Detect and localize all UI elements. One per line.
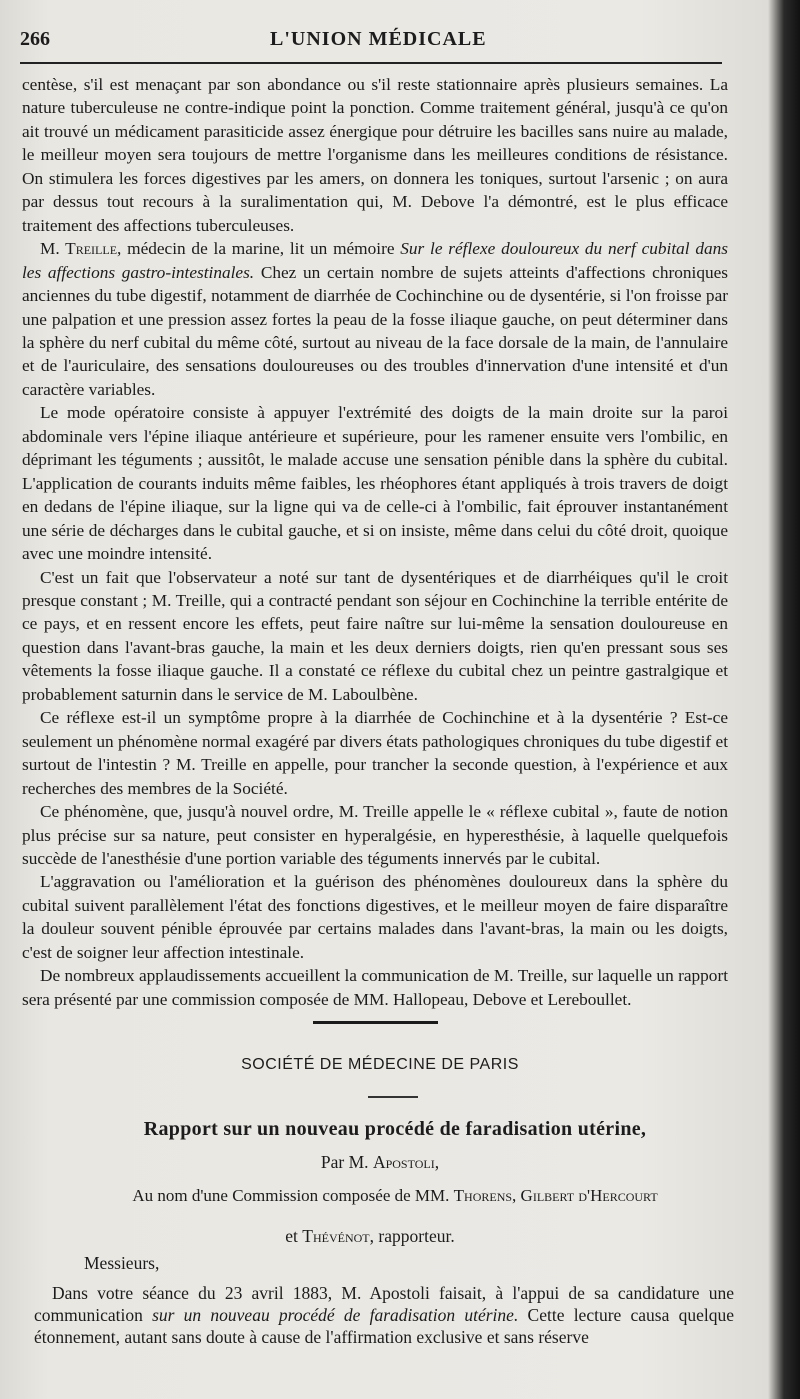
main-text [22, 73, 728, 1011]
paragraph-phenomenon: Ce phénomène, que, jusqu'à nouvel ordre, M. Treille appelle le « réflexe cubital », faute de notion plus précise sur sa nature, peut consister en hyperalgésie, en hyperesthésie, à laquelle quelquefois succède de l'anesthésie d'une portion variable des téguments innervés par le cubital. [22, 802, 728, 868]
rapporteur-prefix: et [285, 1226, 303, 1246]
report-opening [34, 1282, 734, 1348]
author-line [0, 1152, 760, 1173]
society-heading: SOCIÉTÉ DE MÉDECINE DE PARIS [241, 1056, 519, 1073]
memoir-title: Sur le réflexe douloureux du nerf cubital dans les affections gastro-intestinales. [22, 239, 728, 282]
report-paragraph [34, 1282, 734, 1348]
salutation: Messieurs, [84, 1253, 160, 1273]
section-divider [313, 1021, 438, 1024]
paragraph-operating-mode: Le mode opératoire consiste à appuyer l'extrémité des doigts de la main droite sur la paroi abdominale vers l'épine iliaque antérieure et supérieure, pour les ramener ensuite vers l'ombilic, en déprimant les téguments ; aussitôt, le malade accuse une sensation pénible dans la sphère du cubital. L'application de courants induits même faibles, les rhéophores étant appliqués à trois travers de doigt en dedans de l'épine iliaque, sur la ligne qui va de celle-ci à l'ombilic, fait éprouver instantanément une série de décharges dans le cubital gauche, et si on insiste, même dans celui du côté droit, quoique avec une moindre intensité. [22, 403, 728, 564]
report-italic-title: sur un nouveau procédé de faradisation utérine. [152, 1305, 519, 1325]
running-title: L'UNION MÉDICALE [270, 28, 487, 50]
paragraph-applause: De nombreux applaudissements accueillent la communication de M. Treille, sur laquelle un rapport sera présenté par une commission composée de MM. Hallopeau, Debove et Lereboullet. [22, 966, 728, 1009]
paragraph-text-after: Chez un certain nombre de sujets atteints d'affections chroniques anciennes du tube digestif, notamment de diarrhée de Cochinchine ou de dysentérie, si l'on froisse par une palpation et une pression assez fortes la peau de la fosse iliaque gauche, on peut déterminer dans la sphère du nerf cubital du même côté, surtout au niveau de la face dorsale de la main, de l'annulaire et de l'auriculaire, des sensations douloureuses ou des troubles d'innervation d'une intensité et d'un caractère variables. [22, 262, 729, 399]
report-text-after: Cette lecture causa quelque étonnement, autant sans doute à cause de l'affirmation exclusive et sans réserve [34, 1305, 735, 1347]
paragraph-question: Ce réflexe est-il un symptôme propre à la diarrhée de Cochinchine et à la dysentérie ? Est-ce seulement un phénomène normal exagéré par divers états pathologiques chroniques du tube digestif et surtout de l'intestin ? M. Treille en appelle, pour trancher la seconde question, à l'expérience et aux recherches des membres de la Société. [22, 708, 728, 798]
paragraph-text: , médecin de la marine, lit un mémoire [117, 239, 401, 259]
article-title: Rapport sur un nouveau procédé de faradisation utérine, [143, 1118, 647, 1140]
heading-ornament [368, 1096, 418, 1098]
commission-prefix: Au nom d'une Commission composée de MM. [132, 1186, 454, 1205]
speaker-name: M. Treille [40, 239, 118, 259]
report-text: Dans votre séance du 23 avril 1883, M. Apostoli faisait, à l'appui de sa candidature une communication [34, 1283, 734, 1325]
rapporteur-line [0, 1226, 740, 1247]
commission-line [0, 1186, 790, 1206]
author-prefix: Par M. [320, 1152, 373, 1172]
header-rule [20, 62, 722, 64]
paragraph-observation: C'est un fait que l'observateur a noté sur tant de dysentériques et de diarrhéiques qu'il le croit presque constant ; M. Treille, qui a contracté pendant son séjour en Cochinchine la terrible entérite de ce pays, et en ressent encore les effets, peut faire naître sur lui-même la sensation douloureuse en question dans l'avant-bras gauche, la main et les deux derniers doigts, rien qu'en pressant sous ses vêtements la fosse iliaque gauche. Il a constaté ce réflexe du cubital chez un peintre gastralgique et probablement saturnin dans le service de M. Laboulbène. [22, 567, 728, 704]
author-name: Apostoli, [372, 1152, 440, 1172]
page-header [20, 28, 720, 51]
paragraph-treille-memoir [22, 237, 728, 401]
rapporteur-suffix: , rapporteur. [369, 1226, 455, 1246]
paragraph-continuation: centèse, s'il est menaçant par son abondance ou s'il reste stationnaire après plusieurs semaines. La nature tuberculeuse ne contre-indique point la ponction. Comme traitement général, jusqu'à ce qu'on ait trouvé un médicament parasiticide assez énergique pour détruire les bacilles sans nuire au malade, le meilleur moyen sera toujours de mettre l'organisme dans les meilleures conditions de résistance. On stimulera les forces digestives par les amers, on donnera les toniques, surtout l'arsenic ; on aura par dessus tout recours à la suralimentation qui, M. Debove l'a démontré, est le plus efficace traitement des affections tuberculeuses. [22, 75, 728, 235]
commission-names: Thorens, Gilbert d'Hercourt [453, 1186, 658, 1205]
page-number: 266 [20, 28, 50, 50]
paragraph-aggravation: L'aggravation ou l'amélioration et la guérison des phénomènes douloureux dans la sphère du cubital suivent parallèlement l'état des fonctions digestives, et le meilleur moyen de faire disparaître la douleur souvent pénible éprouvée par certains malades dans l'avant-bras, la main ou les doigts, c'est de soigner leur affection intestinale. [22, 872, 728, 962]
rapporteur-name: Thévénot [302, 1226, 370, 1246]
